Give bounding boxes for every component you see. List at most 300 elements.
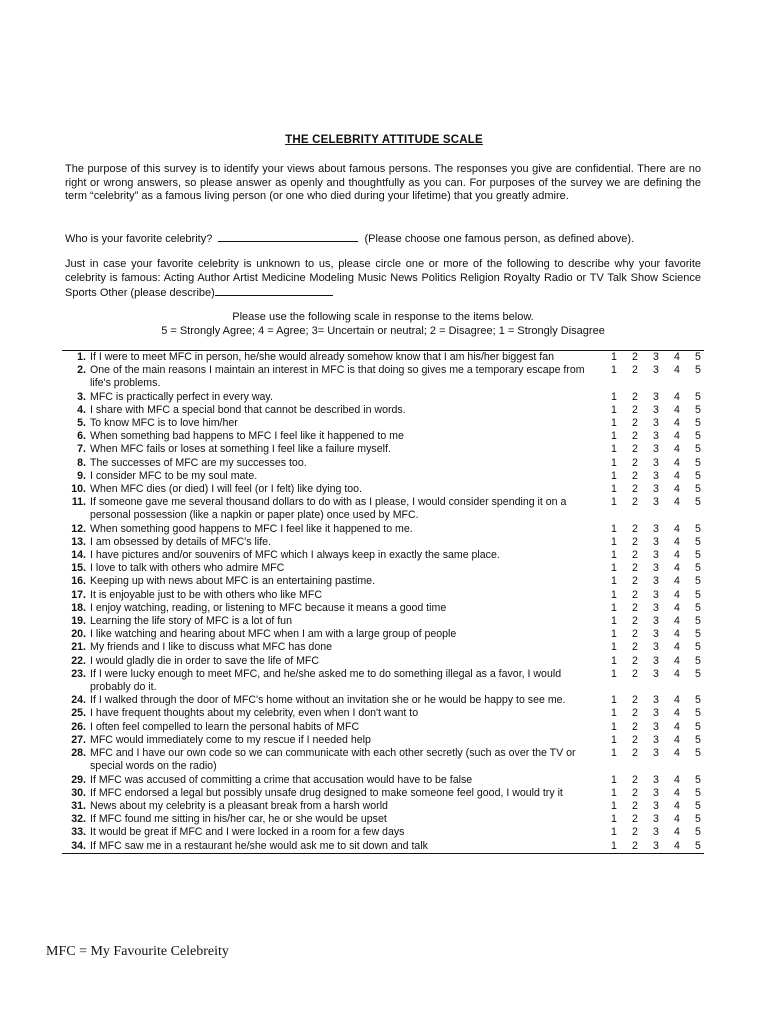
list-item: [62, 602, 704, 615]
rating-options: [608, 364, 704, 377]
rating-option[interactable]: 1: [611, 667, 617, 680]
rating-option[interactable]: 4: [674, 654, 680, 667]
item-number: 24.: [71, 694, 86, 707]
document-title: THE CELEBRITY ATTITUDE SCALE: [285, 134, 483, 146]
rating-option[interactable]: 1: [611, 628, 617, 641]
rating-option[interactable]: 4: [674, 456, 680, 469]
item-number: 19.: [71, 615, 86, 628]
item-text: If I were to meet MFC in person, he/she would already somehow know that I am his/her biggest fan: [90, 351, 554, 363]
rating-option[interactable]: 3: [653, 628, 659, 641]
rating-option[interactable]: 1: [611, 562, 617, 575]
rating-option[interactable]: 4: [674, 707, 680, 720]
rating-options: [608, 351, 704, 364]
rating-option[interactable]: 3: [653, 773, 659, 786]
rating-options: [608, 787, 704, 800]
rating-option[interactable]: 3: [653, 654, 659, 667]
rating-option[interactable]: 5: [695, 786, 701, 799]
rating-option[interactable]: 2: [632, 456, 638, 469]
rating-option[interactable]: 3: [653, 720, 659, 733]
rating-option[interactable]: 3: [653, 562, 659, 575]
rating-option[interactable]: 1: [611, 694, 617, 707]
rating-option[interactable]: 2: [632, 799, 638, 812]
item-text: Learning the life story of MFC is a lot of fun: [90, 615, 292, 628]
rating-option[interactable]: 2: [632, 733, 638, 746]
rating-option[interactable]: 3: [653, 456, 659, 469]
rating-options: [608, 813, 704, 826]
rating-option[interactable]: 2: [632, 496, 638, 509]
list-item: [62, 549, 704, 562]
rating-option[interactable]: 5: [695, 667, 701, 680]
rating-option[interactable]: 1: [611, 364, 617, 377]
rating-option[interactable]: 4: [674, 403, 680, 416]
item-number: 18.: [71, 601, 86, 614]
scale-legend: 5 = Strongly Agree; 4 = Agree; 3= Uncertain or neutral; 2 = Disagree; 1 = Strongly Disagree: [161, 325, 605, 337]
rating-option[interactable]: 1: [611, 641, 617, 654]
list-item: [62, 721, 704, 734]
list-item: [62, 707, 704, 720]
intro-paragraph: The purpose of this survey is to identify your views about famous persons. The responses you give are confidential. There are no right or wrong answers, so please answer as openly and thoughtfully as you can. For purposes of the survey we are defining the term “celebrity” as a famous living person (or one who died during your lifetime) that you greatly admire.: [65, 163, 701, 202]
fame-reason-text: Just in case your favorite celebrity is unknown to us, please circle one or more of the following to describe why your favorite celebrity is famous: Acting Author Artist Medicine Modeling Music News Politics Religion Royalty Radio or TV Talk Show Science Sports Other (please describe): [65, 258, 701, 299]
rating-option[interactable]: 2: [632, 417, 638, 430]
rating-option[interactable]: 4: [674, 694, 680, 707]
rating-options: [608, 391, 704, 404]
rating-option[interactable]: 3: [653, 799, 659, 812]
item-number: 6.: [77, 430, 86, 443]
item-number: 11.: [71, 496, 86, 509]
rating-option[interactable]: 5: [695, 747, 701, 760]
rating-option[interactable]: 2: [632, 522, 638, 535]
item-text: If someone gave me several thousand dollars to do with as I please, I would consider spending it on a personal possession (like a napkin or paper plate) once used by MFC.: [90, 496, 567, 522]
list-item: [62, 655, 704, 668]
rating-option[interactable]: 5: [695, 417, 701, 430]
item-number: 16.: [71, 575, 86, 588]
rating-option[interactable]: 5: [695, 549, 701, 562]
rating-option[interactable]: 4: [674, 364, 680, 377]
rating-option[interactable]: 5: [695, 773, 701, 786]
rating-options: [608, 602, 704, 615]
rating-option[interactable]: 2: [632, 535, 638, 548]
rating-option[interactable]: 4: [674, 443, 680, 456]
rating-option[interactable]: 5: [695, 390, 701, 403]
items-list: [62, 350, 704, 854]
rating-option[interactable]: 1: [611, 654, 617, 667]
rating-option[interactable]: 5: [695, 628, 701, 641]
rating-option[interactable]: 1: [611, 535, 617, 548]
scale-instructions: [65, 310, 701, 338]
rating-option[interactable]: 1: [611, 403, 617, 416]
rating-option[interactable]: 3: [653, 826, 659, 839]
rating-option[interactable]: 2: [632, 747, 638, 760]
rating-option[interactable]: 5: [695, 535, 701, 548]
rating-option[interactable]: 2: [632, 575, 638, 588]
rating-option[interactable]: 2: [632, 654, 638, 667]
rating-option[interactable]: 5: [695, 799, 701, 812]
rating-option[interactable]: 4: [674, 562, 680, 575]
rating-option[interactable]: 4: [674, 469, 680, 482]
rating-option[interactable]: 1: [611, 786, 617, 799]
item-number: 14.: [71, 549, 86, 562]
rating-option[interactable]: 3: [653, 588, 659, 601]
list-item: [62, 826, 704, 839]
item-text: I am obsessed by details of MFC's life.: [90, 535, 272, 548]
item-text: When MFC dies (or died) I will feel (or I felt) like dying too.: [90, 483, 362, 496]
rating-options: [608, 615, 704, 628]
list-item: [62, 641, 704, 654]
rating-option[interactable]: 5: [695, 522, 701, 535]
rating-options: [608, 589, 704, 602]
list-item: [62, 496, 704, 522]
rating-option[interactable]: 1: [611, 496, 617, 509]
rating-option[interactable]: 4: [674, 641, 680, 654]
rating-option[interactable]: 2: [632, 839, 638, 852]
rating-option[interactable]: 3: [653, 351, 659, 363]
rating-options: [608, 470, 704, 483]
rating-option[interactable]: 2: [632, 364, 638, 377]
item-number: 9.: [77, 469, 86, 482]
rating-option[interactable]: 5: [695, 443, 701, 456]
rating-option[interactable]: 5: [695, 813, 701, 826]
item-text: To know MFC is to love him/her: [90, 417, 238, 430]
rating-option[interactable]: 4: [674, 747, 680, 760]
rating-options: [608, 483, 704, 496]
rating-option[interactable]: 5: [695, 351, 701, 363]
rating-option[interactable]: 5: [695, 694, 701, 707]
rating-option[interactable]: 3: [653, 601, 659, 614]
item-text: I often feel compelled to learn the personal habits of MFC: [90, 720, 360, 733]
list-item: [62, 391, 704, 404]
rating-options: [608, 641, 704, 654]
rating-options: [608, 668, 704, 681]
list-item: [62, 774, 704, 787]
rating-option[interactable]: 5: [695, 826, 701, 839]
rating-options: [608, 457, 704, 470]
rating-option[interactable]: 3: [653, 535, 659, 548]
rating-option[interactable]: 2: [632, 351, 638, 363]
rating-option[interactable]: 4: [674, 549, 680, 562]
item-text: Keeping up with news about MFC is an entertaining pastime.: [90, 575, 376, 588]
item-text: If MFC endorsed a legal but possibly unsafe drug designed to make someone feel good, I would try it: [90, 786, 563, 799]
item-number: 20.: [71, 628, 86, 641]
item-text: My friends and I like to discuss what MFC has done: [90, 641, 332, 654]
item-number: 4.: [77, 403, 86, 416]
item-text: I love to talk with others who admire MFC: [90, 562, 285, 575]
rating-option[interactable]: 2: [632, 720, 638, 733]
rating-option[interactable]: 1: [611, 601, 617, 614]
rating-option[interactable]: 5: [695, 615, 701, 628]
rating-option[interactable]: 4: [674, 826, 680, 839]
rating-option[interactable]: 2: [632, 786, 638, 799]
rating-option[interactable]: 3: [653, 615, 659, 628]
rating-option[interactable]: 3: [653, 641, 659, 654]
rating-option[interactable]: 3: [653, 786, 659, 799]
list-item: [62, 615, 704, 628]
item-number: 28.: [71, 747, 86, 760]
rating-option[interactable]: 2: [632, 443, 638, 456]
rating-option[interactable]: 3: [653, 469, 659, 482]
rating-option[interactable]: 2: [632, 694, 638, 707]
item-text: If I were lucky enough to meet MFC, and he/she asked me to do something illegal as a favor, I would probably do it.: [90, 667, 562, 694]
rating-option[interactable]: 2: [632, 641, 638, 654]
rating-option[interactable]: 1: [611, 588, 617, 601]
rating-options: [608, 694, 704, 707]
rating-options: [608, 734, 704, 747]
item-number: 26.: [71, 720, 86, 733]
rating-option[interactable]: 4: [674, 430, 680, 443]
rating-option[interactable]: 3: [653, 522, 659, 535]
rating-option[interactable]: 2: [632, 813, 638, 826]
rating-option[interactable]: 1: [611, 733, 617, 746]
item-number: 34.: [71, 839, 86, 852]
rating-option[interactable]: 5: [695, 496, 701, 509]
rating-options: [608, 430, 704, 443]
rating-option[interactable]: 3: [653, 707, 659, 720]
item-number: 27.: [71, 733, 86, 746]
rating-options: [608, 628, 704, 641]
rating-option[interactable]: 1: [611, 707, 617, 720]
item-number: 21.: [71, 641, 86, 654]
rating-option[interactable]: 2: [632, 667, 638, 680]
rating-option[interactable]: 4: [674, 773, 680, 786]
rating-option[interactable]: 3: [653, 733, 659, 746]
item-number: 1.: [77, 351, 86, 363]
item-number: 25.: [71, 707, 86, 720]
scale-intro: Please use the following scale in response to the items below.: [232, 311, 534, 323]
list-item: [62, 430, 704, 443]
rating-option[interactable]: 5: [695, 839, 701, 852]
rating-option[interactable]: 5: [695, 641, 701, 654]
list-item: [62, 800, 704, 813]
rating-option[interactable]: 4: [674, 535, 680, 548]
item-text: MFC and I have our own code so we can communicate with each other secretly (such as over the TV or special words on the radio): [90, 747, 576, 773]
rating-option[interactable]: 3: [653, 575, 659, 588]
favorite-question-note: (Please choose one famous person, as defined above).: [364, 233, 635, 245]
item-text: I would gladly die in order to save the life of MFC: [90, 654, 320, 667]
rating-options: [608, 562, 704, 575]
rating-option[interactable]: 1: [611, 456, 617, 469]
item-text: When MFC fails or loses at something I feel like a failure myself.: [90, 443, 391, 456]
rating-option[interactable]: 4: [674, 601, 680, 614]
rating-option[interactable]: 4: [674, 720, 680, 733]
rating-option[interactable]: 2: [632, 707, 638, 720]
rating-options: [608, 840, 704, 853]
rating-options: [608, 826, 704, 839]
item-text: If MFC was accused of committing a crime that accusation would have to be false: [90, 773, 473, 786]
rating-option[interactable]: 4: [674, 483, 680, 496]
list-item: [62, 562, 704, 575]
item-text: News about my celebrity is a pleasant break from a harsh world: [90, 799, 388, 812]
rating-option[interactable]: 1: [611, 390, 617, 403]
list-item: [62, 747, 704, 773]
rating-option[interactable]: 3: [653, 549, 659, 562]
rating-option[interactable]: 1: [611, 826, 617, 839]
rating-options: [608, 707, 704, 720]
rating-options: [608, 655, 704, 668]
item-number: 29.: [71, 773, 86, 786]
item-number: 5.: [77, 417, 86, 430]
list-item: [62, 443, 704, 456]
rating-option[interactable]: 3: [653, 694, 659, 707]
rating-option[interactable]: 4: [674, 351, 680, 363]
rating-option[interactable]: 5: [695, 707, 701, 720]
rating-option[interactable]: 4: [674, 628, 680, 641]
item-number: 22.: [71, 654, 86, 667]
rating-options: [608, 443, 704, 456]
rating-option[interactable]: 5: [695, 720, 701, 733]
list-item: [62, 668, 704, 694]
rating-option[interactable]: 2: [632, 773, 638, 786]
rating-options: [608, 496, 704, 509]
fame-reason-question: [65, 258, 701, 301]
rating-option[interactable]: 4: [674, 496, 680, 509]
rating-option[interactable]: 4: [674, 733, 680, 746]
rating-option[interactable]: 2: [632, 549, 638, 562]
item-text: The successes of MFC are my successes too.: [90, 456, 307, 469]
rating-option[interactable]: 1: [611, 720, 617, 733]
rating-options: [608, 523, 704, 536]
list-item: [62, 694, 704, 707]
rating-option[interactable]: 3: [653, 747, 659, 760]
rating-option[interactable]: 3: [653, 483, 659, 496]
rating-option[interactable]: 3: [653, 417, 659, 430]
rating-option[interactable]: 5: [695, 654, 701, 667]
item-number: 15.: [71, 562, 86, 575]
rating-option[interactable]: 1: [611, 469, 617, 482]
rating-option[interactable]: 4: [674, 799, 680, 812]
rating-option[interactable]: 3: [653, 430, 659, 443]
list-item: [62, 589, 704, 602]
rating-option[interactable]: 1: [611, 417, 617, 430]
other-describe-blank[interactable]: [215, 285, 333, 296]
rating-option[interactable]: 1: [611, 615, 617, 628]
item-number: 7.: [77, 443, 86, 456]
item-number: 13.: [71, 535, 86, 548]
rating-option[interactable]: 1: [611, 443, 617, 456]
item-text: If MFC saw me in a restaurant he/she would ask me to sit down and talk: [90, 839, 428, 852]
list-item: [62, 351, 704, 364]
rating-options: [608, 549, 704, 562]
list-item: [62, 536, 704, 549]
list-item: [62, 628, 704, 641]
rating-option[interactable]: 2: [632, 403, 638, 416]
item-number: 12.: [71, 522, 86, 535]
list-item: [62, 417, 704, 430]
rating-option[interactable]: 5: [695, 483, 701, 496]
rating-option[interactable]: 5: [695, 733, 701, 746]
item-text: I share with MFC a special bond that cannot be described in words.: [90, 403, 406, 416]
rating-option[interactable]: 5: [695, 469, 701, 482]
item-text: MFC would immediately come to my rescue if I needed help: [90, 733, 371, 746]
item-text: I consider MFC to be my soul mate.: [90, 469, 258, 482]
rating-option[interactable]: 3: [653, 813, 659, 826]
rating-option[interactable]: 1: [611, 483, 617, 496]
rating-option[interactable]: 1: [611, 549, 617, 562]
item-number: 17.: [71, 588, 86, 601]
rating-option[interactable]: 3: [653, 839, 659, 852]
rating-option[interactable]: 1: [611, 839, 617, 852]
rating-option[interactable]: 3: [653, 443, 659, 456]
rating-option[interactable]: 5: [695, 562, 701, 575]
rating-option[interactable]: 4: [674, 615, 680, 628]
rating-option[interactable]: 4: [674, 417, 680, 430]
rating-option[interactable]: 5: [695, 403, 701, 416]
item-number: 2.: [77, 364, 86, 377]
rating-option[interactable]: 2: [632, 469, 638, 482]
list-item: [62, 523, 704, 536]
list-item: [62, 734, 704, 747]
rating-option[interactable]: 4: [674, 786, 680, 799]
rating-option[interactable]: 5: [695, 588, 701, 601]
rating-options: [608, 404, 704, 417]
rating-option[interactable]: 5: [695, 430, 701, 443]
rating-option[interactable]: 1: [611, 522, 617, 535]
favorite-question-text: Who is your favorite celebrity?: [65, 233, 213, 245]
rating-option[interactable]: 1: [611, 799, 617, 812]
rating-option[interactable]: 2: [632, 601, 638, 614]
rating-option[interactable]: 2: [632, 588, 638, 601]
rating-option[interactable]: 3: [653, 364, 659, 377]
rating-option[interactable]: 1: [611, 747, 617, 760]
rating-options: [608, 721, 704, 734]
rating-option[interactable]: 1: [611, 813, 617, 826]
rating-option[interactable]: 2: [632, 483, 638, 496]
item-text: One of the main reasons I maintain an interest in MFC is that doing so gives me a temporary escape from life's problems.: [90, 364, 585, 390]
rating-options: [608, 800, 704, 813]
rating-option[interactable]: 3: [653, 390, 659, 403]
item-text: MFC is practically perfect in every way.: [90, 390, 273, 403]
rating-option[interactable]: 3: [653, 667, 659, 680]
rating-option[interactable]: 2: [632, 562, 638, 575]
rating-option[interactable]: 4: [674, 588, 680, 601]
item-text: It would be great if MFC and I were locked in a room for a few days: [90, 826, 405, 839]
rating-option[interactable]: 4: [674, 575, 680, 588]
rating-option[interactable]: 5: [695, 456, 701, 469]
item-number: 33.: [71, 826, 86, 839]
item-number: 10.: [71, 483, 86, 496]
rating-options: [608, 417, 704, 430]
list-item: [62, 457, 704, 470]
rating-option[interactable]: 2: [632, 615, 638, 628]
rating-option[interactable]: 5: [695, 575, 701, 588]
rating-option[interactable]: 2: [632, 390, 638, 403]
item-text: When something good happens to MFC I feel like it happened to me.: [90, 522, 413, 535]
rating-option[interactable]: 2: [632, 430, 638, 443]
rating-option[interactable]: 5: [695, 601, 701, 614]
item-number: 8.: [77, 456, 86, 469]
rating-option[interactable]: 1: [611, 430, 617, 443]
rating-option[interactable]: 5: [695, 364, 701, 377]
rating-option[interactable]: 4: [674, 667, 680, 680]
list-item: [62, 483, 704, 496]
rating-option[interactable]: 4: [674, 522, 680, 535]
item-text: I have frequent thoughts about my celebrity, even when I don't want to: [90, 707, 419, 720]
item-number: 32.: [71, 813, 86, 826]
rating-option[interactable]: 1: [611, 351, 617, 363]
rating-option[interactable]: 4: [674, 839, 680, 852]
rating-option[interactable]: 3: [653, 496, 659, 509]
rating-options: [608, 747, 704, 760]
favorite-celebrity-blank[interactable]: [218, 231, 358, 242]
rating-options: [608, 536, 704, 549]
rating-option[interactable]: 2: [632, 628, 638, 641]
rating-option[interactable]: 4: [674, 813, 680, 826]
rating-options: [608, 774, 704, 787]
rating-option[interactable]: 1: [611, 773, 617, 786]
rating-option[interactable]: 4: [674, 390, 680, 403]
rating-option[interactable]: 2: [632, 826, 638, 839]
rating-option[interactable]: 3: [653, 403, 659, 416]
rating-option[interactable]: 1: [611, 575, 617, 588]
list-item: [62, 813, 704, 826]
